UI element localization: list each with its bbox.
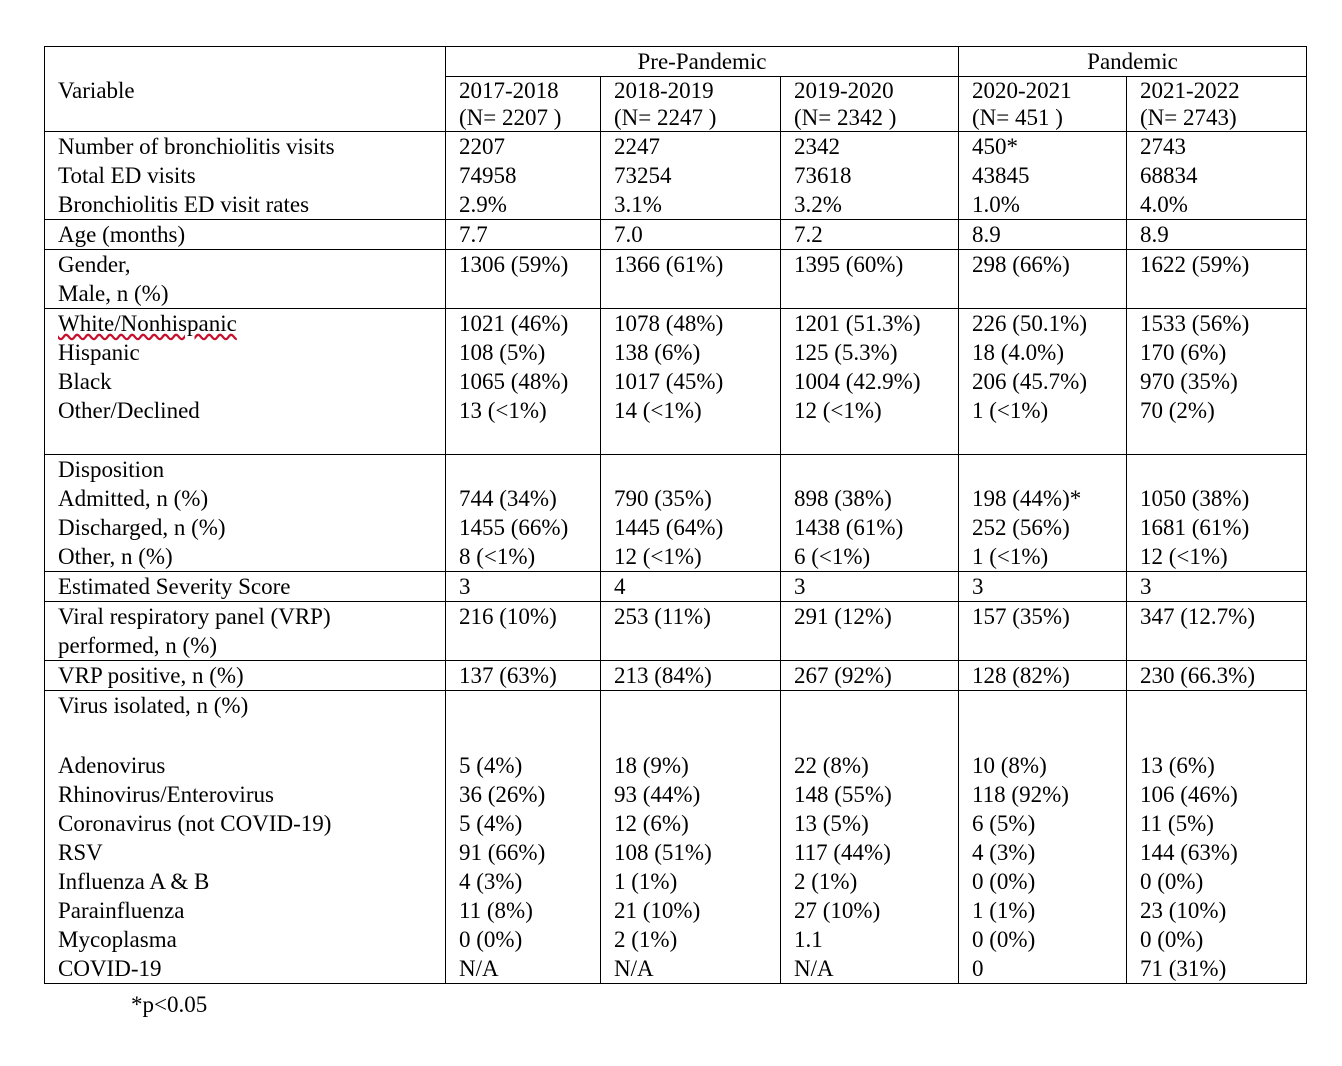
gender-value: 1622 (59%) xyxy=(1127,250,1307,309)
severity-label: Estimated Severity Score xyxy=(45,572,446,602)
severity-value: 3 xyxy=(1127,572,1307,602)
vrp-performed-value: 291 (12%) xyxy=(781,602,959,661)
ethnicity-labels: White/Nonhispanic Hispanic Black Other/Declined xyxy=(45,309,446,455)
severity-value: 3 xyxy=(446,572,601,602)
virus-col-4: 10 (8%) 118 (92%) 6 (5%) 4 (3%) 0 (0%) 1 (1%) 0 (0%) 0 xyxy=(959,691,1127,984)
header-group-row xyxy=(45,47,1307,77)
ethnicity-col-5: 1533 (56%) 170 (6%) 970 (35%) 70 (2%) xyxy=(1127,309,1307,455)
disposition-col-5: 1050 (38%) 1681 (61%) 12 (<1%) xyxy=(1127,455,1307,572)
visits-col-2: 2247 73254 3.1% xyxy=(601,132,781,220)
visits-col-5: 2743 68834 4.0% xyxy=(1127,132,1307,220)
year-header-2018: 2018-2019 (N= 2247 ) xyxy=(601,77,781,132)
gender-row xyxy=(45,250,1307,309)
disposition-row xyxy=(45,455,1307,572)
age-value: 7.7 xyxy=(446,220,601,250)
vrp-positive-value: 137 (63%) xyxy=(446,661,601,691)
visits-col-4: 450* 43845 1.0% xyxy=(959,132,1127,220)
vrp-positive-value: 230 (66.3%) xyxy=(1127,661,1307,691)
year-header-2021: 2021-2022 (N= 2743) xyxy=(1127,77,1307,132)
vrp-performed-value: 216 (10%) xyxy=(446,602,601,661)
gender-value: 298 (66%) xyxy=(959,250,1127,309)
severity-value: 3 xyxy=(781,572,959,602)
ethnicity-col-2: 1078 (48%) 138 (6%) 1017 (45%) 14 (<1%) xyxy=(601,309,781,455)
disposition-col-3: 898 (38%) 1438 (61%) 6 (<1%) xyxy=(781,455,959,572)
ethnicity-col-4: 226 (50.1%) 18 (4.0%) 206 (45.7%) 1 (<1%) xyxy=(959,309,1127,455)
footnote: *p<0.05 xyxy=(131,992,208,1017)
gender-value: 1306 (59%) xyxy=(446,250,601,309)
visits-labels: Number of bronchiolitis visits Total ED visits Bronchiolitis ED visit rates xyxy=(45,132,446,220)
vrp-positive-row xyxy=(45,661,1307,691)
vrp-performed-value: 253 (11%) xyxy=(601,602,781,661)
severity-value: 4 xyxy=(601,572,781,602)
year-header-2020: 2020-2021 (N= 451 ) xyxy=(959,77,1127,132)
vrp-performed-row xyxy=(45,602,1307,661)
age-value: 7.0 xyxy=(601,220,781,250)
disposition-col-4: 198 (44%)* 252 (56%) 1 (<1%) xyxy=(959,455,1127,572)
virus-col-3: 22 (8%) 148 (55%) 13 (5%) 117 (44%) 2 (1%) 27 (10%) 1.1 N/A xyxy=(781,691,959,984)
age-value: 8.9 xyxy=(1127,220,1307,250)
ethnicity-row xyxy=(45,309,1307,455)
virus-col-1: 5 (4%) 36 (26%) 5 (4%) 91 (66%) 4 (3%) 11 (8%) 0 (0%) N/A xyxy=(446,691,601,984)
gender-value: 1366 (61%) xyxy=(601,250,781,309)
variable-header-cell xyxy=(45,47,446,132)
year-header-2019: 2019-2020 (N= 2342 ) xyxy=(781,77,959,132)
pandemic-header: Pandemic xyxy=(959,47,1307,77)
age-row xyxy=(45,220,1307,250)
disposition-col-1: 744 (34%) 1455 (66%) 8 (<1%) xyxy=(446,455,601,572)
virus-col-2: 18 (9%) 93 (44%) 12 (6%) 108 (51%) 1 (1%) 21 (10%) 2 (1%) N/A xyxy=(601,691,781,984)
vrp-performed-value: 347 (12.7%) xyxy=(1127,602,1307,661)
severity-value: 3 xyxy=(959,572,1127,602)
age-value: 8.9 xyxy=(959,220,1127,250)
virus-col-5: 13 (6%) 106 (46%) 11 (5%) 144 (63%) 0 (0%) 23 (10%) 0 (0%) 71 (31%) xyxy=(1127,691,1307,984)
variable-header: Variable xyxy=(58,78,135,103)
virus-labels: Virus isolated, n (%) Adenovirus Rhinovirus/Enterovirus Coronavirus (not COVID-19) RSV Influenza A & B Parainfluenza Mycoplasma COVID-19 xyxy=(45,691,446,984)
visits-col-3: 2342 73618 3.2% xyxy=(781,132,959,220)
pre-pandemic-header: Pre-Pandemic xyxy=(446,47,959,77)
vrp-positive-value: 267 (92%) xyxy=(781,661,959,691)
data-table xyxy=(44,46,1307,984)
vrp-positive-value: 213 (84%) xyxy=(601,661,781,691)
virus-row xyxy=(45,691,1307,984)
vrp-positive-value: 128 (82%) xyxy=(959,661,1127,691)
disposition-labels: Disposition Admitted, n (%) Discharged, n (%) Other, n (%) xyxy=(45,455,446,572)
gender-value: 1395 (60%) xyxy=(781,250,959,309)
visits-row xyxy=(45,132,1307,220)
ethnicity-col-3: 1201 (51.3%) 125 (5.3%) 1004 (42.9%) 12 (<1%) xyxy=(781,309,959,455)
vrp-performed-label: Viral respiratory panel (VRP) performed, n (%) xyxy=(45,602,446,661)
disposition-col-2: 790 (35%) 1445 (64%) 12 (<1%) xyxy=(601,455,781,572)
vrp-positive-label: VRP positive, n (%) xyxy=(45,661,446,691)
vrp-performed-value: 157 (35%) xyxy=(959,602,1127,661)
age-value: 7.2 xyxy=(781,220,959,250)
gender-label: Gender, Male, n (%) xyxy=(45,250,446,309)
ethnicity-col-1: 1021 (46%) 108 (5%) 1065 (48%) 13 (<1%) xyxy=(446,309,601,455)
age-label: Age (months) xyxy=(45,220,446,250)
year-header-2017: 2017-2018 (N= 2207 ) xyxy=(446,77,601,132)
visits-col-1: 2207 74958 2.9% xyxy=(446,132,601,220)
severity-row xyxy=(45,572,1307,602)
